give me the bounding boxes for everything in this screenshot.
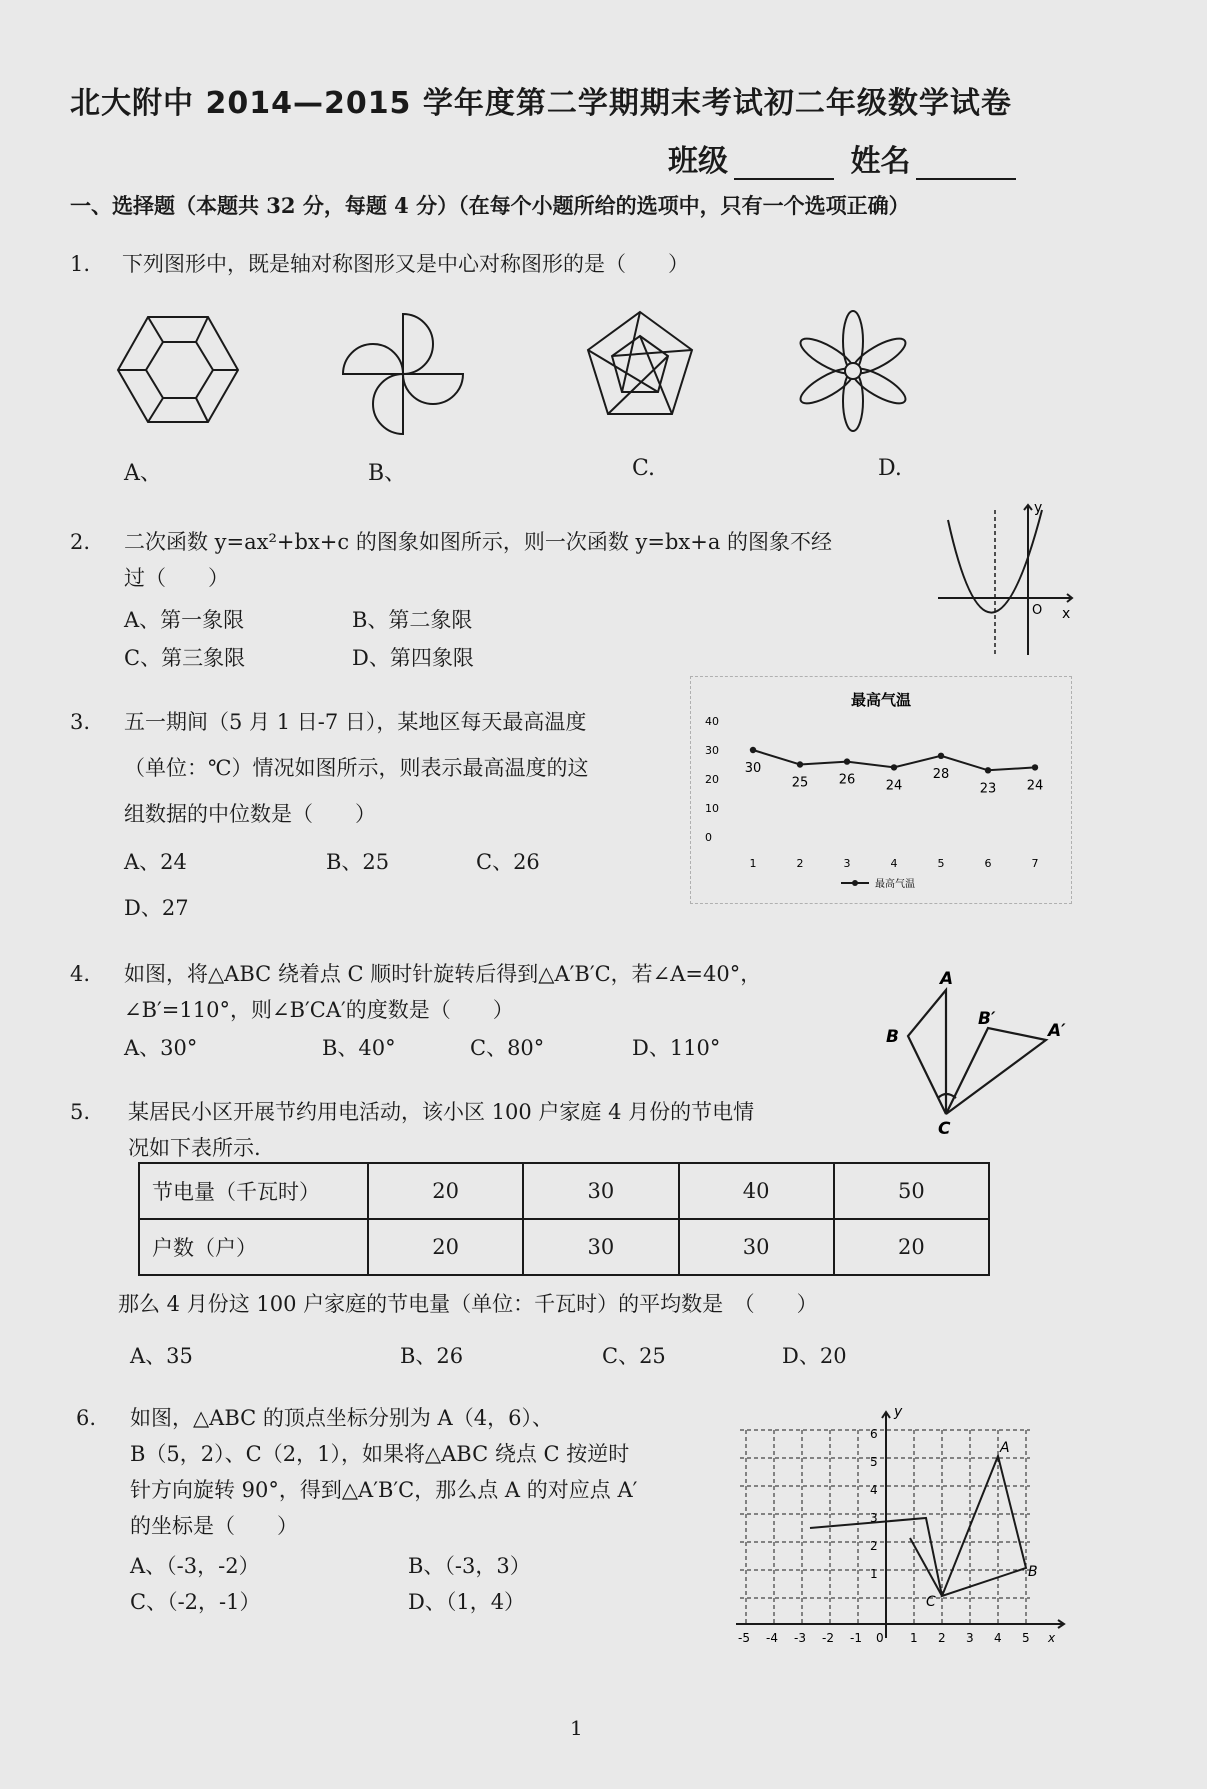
q1-number: 1. [70, 252, 91, 276]
q1-label-d: D. [878, 456, 902, 481]
table-cell: 20 [834, 1219, 989, 1275]
q3-number: 3. [70, 710, 91, 734]
q6-y-axis-label: y [894, 1404, 903, 1420]
q2-y-axis-label: y [1034, 500, 1043, 516]
x-tick-label: -4 [766, 1631, 778, 1645]
q4-line2: ∠B′=110°，则∠B′CA′的度数是（ ） [124, 998, 514, 1022]
q6-line3: 针方向旋转 90°，得到△A′B′C，那么点 A 的对应点 A′ [130, 1478, 638, 1502]
q6-point-b-label: B [1028, 1564, 1038, 1580]
name-label: 姓名 [850, 144, 911, 179]
y-tick-label: 4 [870, 1483, 878, 1497]
table-row [139, 1163, 989, 1219]
q4-line1: 如图，将△ABC 绕着点 C 顺时针旋转后得到△A′B′C，若∠A=40°， [124, 962, 762, 986]
q5-option-a[interactable]: A、35 [130, 1344, 193, 1368]
table-cell: 20 [368, 1219, 523, 1275]
data-point [938, 753, 944, 759]
table-cell: 节电量（千瓦时） [139, 1163, 368, 1219]
q4-rotation-figure [878, 970, 1078, 1140]
x-tick-label: 2 [796, 857, 804, 870]
q1-figure-d [790, 306, 916, 436]
q1-figure-c [580, 306, 700, 426]
q4-label-c: C [938, 1119, 951, 1139]
data-label: 25 [791, 775, 809, 791]
q6-coordinate-grid [730, 1400, 1075, 1650]
chart-title: 最高气温 [850, 691, 912, 709]
y-tick-label: 6 [870, 1427, 878, 1441]
q6-number: 6. [76, 1406, 97, 1430]
x-tick-label: 7 [1031, 857, 1039, 870]
q1-label-a: A、 [124, 461, 162, 486]
table-cell: 50 [834, 1163, 989, 1219]
q6-point-c-label: C [926, 1594, 936, 1610]
q6-option-a[interactable]: A、（-3，-2） [130, 1554, 260, 1578]
table-cell: 30 [523, 1163, 678, 1219]
section-heading: 一、选择题（本题共 32 分，每题 4 分）（在每个小题所给的选项中，只有一个选项正确） [70, 193, 910, 218]
name-blank[interactable] [916, 152, 1016, 180]
q3-line3: 组数据的中位数是（ ） [124, 802, 376, 826]
x-tick-label: 5 [937, 857, 945, 870]
q6-line2: B（5，2）、C（2，1），如果将△ABC 绕点 C 按逆时 [130, 1442, 630, 1466]
q2-option-d[interactable]: D、第四象限 [352, 646, 474, 670]
y-tick-label: 30 [705, 744, 719, 757]
data-label: 26 [838, 772, 856, 788]
data-point [1032, 764, 1038, 770]
y-tick-label: 2 [870, 1539, 878, 1553]
q6-option-d[interactable]: D、（1，4） [408, 1590, 526, 1614]
q5-line1: 某居民小区开展节约用电活动，该小区 100 户家庭 4 月份的节电情 [128, 1100, 755, 1124]
q4-option-a[interactable]: A、30° [124, 1036, 198, 1060]
page-number: 1 [570, 1716, 583, 1740]
q3-temperature-chart [690, 676, 1072, 904]
q5-option-b[interactable]: B、26 [400, 1344, 464, 1368]
q6-point-a-label: A [1000, 1440, 1010, 1456]
table-cell: 户数（户） [139, 1219, 368, 1275]
q4-number: 4. [70, 962, 91, 986]
q1-figure-b [335, 306, 471, 442]
q4-option-d[interactable]: D、110° [632, 1036, 721, 1060]
q1-label-b: B、 [368, 461, 407, 486]
x-tick-label: -1 [850, 1631, 862, 1645]
x-tick-label: 5 [1022, 1631, 1030, 1645]
q3-option-a[interactable]: A、24 [124, 850, 187, 874]
q2-origin-label: O [1032, 603, 1043, 618]
q2-option-a[interactable]: A、第一象限 [124, 608, 245, 632]
x-tick-label: -3 [794, 1631, 806, 1645]
q3-option-c[interactable]: C、26 [476, 850, 540, 874]
y-tick-label: 20 [705, 773, 719, 786]
q2-line1: 二次函数 y=ax²+bx+c 的图象如图所示，则一次函数 y=bx+a 的图象不经 [124, 530, 833, 554]
data-label: 24 [885, 778, 903, 794]
data-point [797, 761, 803, 767]
x-tick-label: 4 [890, 857, 898, 870]
q2-line2: 过（ ） [124, 566, 229, 590]
y-tick-label: 5 [870, 1455, 878, 1469]
table-cell: 30 [523, 1219, 678, 1275]
q3-line1: 五一期间（5 月 1 日-7 日），某地区每天最高温度 [124, 710, 587, 734]
q1-label-c: C. [632, 456, 656, 481]
data-label: 30 [744, 761, 762, 776]
x-tick-label: 1 [749, 857, 757, 870]
x-tick-label: 3 [966, 1631, 974, 1645]
x-tick-label: 2 [938, 1631, 946, 1645]
data-point [891, 764, 897, 770]
data-point [985, 767, 991, 773]
q1-text: 下列图形中，既是轴对称图形又是中心对称图形的是（ ） [122, 252, 689, 276]
q5-number: 5. [70, 1100, 91, 1124]
q1-figure-a [108, 312, 248, 432]
q4-label-b-prime: B′ [978, 1009, 996, 1029]
x-tick-label: 6 [984, 857, 992, 870]
table-cell: 30 [679, 1219, 834, 1275]
q5-electricity-table [138, 1162, 990, 1276]
x-tick-label: 0 [876, 1631, 884, 1645]
q5-question: 那么 4 月份这 100 户家庭的节电量（单位：千瓦时）的平均数是 （ ） [118, 1292, 818, 1316]
legend-label: 最高气温 [875, 879, 915, 890]
y-tick-label: 0 [705, 831, 712, 844]
q4-label-b: B [886, 1027, 899, 1047]
class-blank[interactable] [734, 152, 834, 180]
x-tick-label: 4 [994, 1631, 1002, 1645]
q5-option-d[interactable]: D、20 [782, 1344, 847, 1368]
q6-option-c[interactable]: C、（-2，-1） [130, 1590, 261, 1614]
q6-line4: 的坐标是（ ） [130, 1514, 298, 1538]
x-tick-label: 3 [843, 857, 851, 870]
data-label: 23 [979, 781, 997, 797]
q3-option-b[interactable]: B、25 [326, 850, 390, 874]
table-cell: 40 [679, 1163, 834, 1219]
data-point [844, 758, 850, 764]
x-tick-label: -2 [822, 1631, 834, 1645]
q2-option-c[interactable]: C、第三象限 [124, 646, 246, 670]
table-row [139, 1219, 989, 1275]
y-tick-label: 3 [870, 1511, 878, 1525]
y-tick-label: 1 [870, 1567, 878, 1581]
q6-option-b[interactable]: B、（-3，3） [408, 1554, 531, 1578]
q2-parabola-graph [938, 500, 1078, 660]
data-point [750, 747, 756, 753]
q4-label-a: A [940, 970, 954, 989]
y-tick-label: 10 [705, 802, 719, 815]
data-label: 28 [932, 766, 950, 782]
x-tick-label: 1 [910, 1631, 918, 1645]
q2-x-axis-label: x [1062, 606, 1071, 622]
x-axis-label: x [1048, 1631, 1056, 1645]
x-tick-label: -5 [738, 1631, 750, 1645]
table-cell: 20 [368, 1163, 523, 1219]
q6-line1: 如图，△ABC 的顶点坐标分别为 A（4，6）、 [130, 1406, 553, 1430]
q2-number: 2. [70, 530, 91, 554]
q4-label-a-prime: A′ [1048, 1021, 1066, 1041]
data-label: 24 [1026, 778, 1044, 794]
q5-line2: 况如下表所示. [128, 1136, 261, 1160]
y-tick-label: 40 [705, 715, 719, 728]
q3-option-d[interactable]: D、27 [124, 896, 189, 920]
q3-line2: （单位：℃）情况如图所示，则表示最高温度的这 [124, 756, 589, 780]
legend-marker [852, 880, 858, 886]
student-info-row [668, 136, 1022, 180]
class-label: 班级 [668, 144, 728, 179]
q5-option-c[interactable]: C、25 [602, 1344, 666, 1368]
q2-option-b[interactable]: B、第二象限 [352, 608, 473, 632]
q4-option-b[interactable]: B、40° [322, 1036, 396, 1060]
exam-title: 北大附中 2014—2015 学年度第二学期期末考试初二年级数学试卷 [70, 86, 1012, 121]
q4-option-c[interactable]: C、80° [470, 1036, 545, 1060]
